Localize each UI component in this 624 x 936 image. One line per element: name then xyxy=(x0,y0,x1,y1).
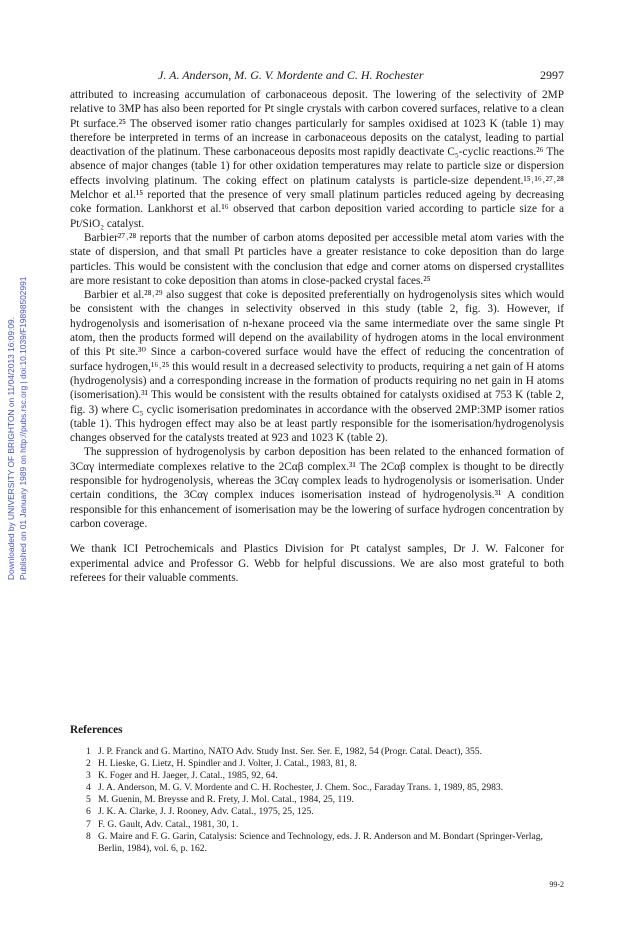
reference-item xyxy=(86,831,564,855)
reference-number: 2 xyxy=(86,758,91,770)
reference-number: 5 xyxy=(86,794,91,806)
reference-text: G. Maire and F. G. Garin, Catalysis: Science and Technology, eds. J. R. Anderson and M. Bondart (Springer-Verlag, Berlin, 1984), vol. 6, p. 162. xyxy=(98,830,543,854)
reference-text: K. Foger and H. Jaeger, J. Catal., 1985, 92, 64. xyxy=(98,770,278,782)
reference-item xyxy=(86,782,564,794)
reference-list xyxy=(86,746,564,855)
reference-number: 6 xyxy=(86,806,91,818)
references-heading: References xyxy=(70,724,123,736)
reference-item xyxy=(86,758,564,770)
reference-item xyxy=(86,794,564,806)
reference-text: J. P. Franck and G. Martino, NATO Adv. Study Inst. Ser. Ser. E, 1982, 54 (Progr. Catal. Deact), 355. xyxy=(98,746,482,757)
reference-item xyxy=(86,819,564,831)
reference-text: J. K. A. Clarke, J. J. Rooney, Adv. Catal., 1975, 25, 125. xyxy=(98,806,314,818)
signature-code: 99-2 xyxy=(549,880,564,889)
reference-text: M. Guenin, M. Breysse and R. Frety, J. Mol. Catal., 1984, 25, 119. xyxy=(98,794,354,806)
paragraph-1: attributed to increasing accumulation of carbonaceous deposit. The lowering of the selectivity of 2MP relative to 3MP has also been reported for Pt single crystals with carbon covered surfaces, relative to a clean Pt surface.²⁵ The observed isomer ratio changes particularly for samples oxidised at 1023 K (table 1) may therefore be interpreted in terms of an increase in carbonaceous deposits on the catalyst, leading to partial deactivation of the platinum. These carbonaceous deposits most rapidly deactivate C₅-cyclic reactions.²⁶ The absence of major changes (table 1) for other oxidation temperatures may relate to particle size or dispersion effects involving platinum. The coking effect on platinum catalysts is particle-size dependent.¹⁵˒¹⁶˒²⁷˒²⁸ Melchor et al.¹⁵ reported that the presence of very small platinum particles reduced ageing by decreasing coke formation. Lankhorst et al.¹⁶ observed that carbon deposition varied according to particle size for a Pt/SiO₂ catalyst. xyxy=(70,89,564,230)
reference-item xyxy=(86,770,564,782)
download-watermark xyxy=(2,120,30,600)
reference-item xyxy=(86,746,564,758)
running-header xyxy=(70,68,568,84)
reference-number: 8 xyxy=(86,830,91,842)
reference-text: J. A. Anderson, M. G. V. Mordente and C. H. Rochester, J. Chem. Soc., Faraday Trans. 1, 1989, 85, 2983. xyxy=(98,782,504,794)
reference-text: H. Lieske, G. Lietz, H. Spindler and J. Volter, J. Catal., 1983, 81, 8. xyxy=(98,758,357,770)
reference-number: 4 xyxy=(86,782,91,794)
download-notice: Downloaded by UNIVERSITY OF BRIGHTON on 11/04/2013 16:09:09. xyxy=(6,316,16,580)
reference-number: 1 xyxy=(86,746,91,757)
acknowledgement: We thank ICI Petrochemicals and Plastics Division for Pt catalyst samples, Dr J. W. Falconer for experimental advice and Professor G. Webb for helpful discussions. We are also most grateful to both referees for their valuable comments. xyxy=(70,543,564,584)
reference-number: 3 xyxy=(86,770,91,782)
paragraph-2: Barbier²⁷˒²⁸ reports that the number of carbon atoms deposited per accessible metal atom varies with the state of dispersion, and that small Pt particles have a greater resistance to coke deposition than do large particles. This would be consistent with the conclusion that edge and corner atoms on dispersed crystallites are more resistant to coke deposition than atoms in close-packed crystal faces.²⁵ xyxy=(70,231,564,287)
paragraph-4: The suppression of hydrogenolysis by carbon deposition has been related to the enhanced formation of 3Cαγ intermediate complexes relative to the 2Cαβ complex.³¹ The 2Cαβ complex is thought to be directly responsible for hydrogenolysis, whereas the 3Cαγ complex leads to hydrogenolysis or isomerisation. Under certain conditions, the 3Cαγ complex induces isomerisation instead of hydrogenolysis.³¹ A condition responsible for this enhancement of isomerisation may be the lowering of surface hydrogen concentration by carbon coverage. xyxy=(70,446,564,530)
article-body xyxy=(70,88,564,585)
page-number: 2997 xyxy=(540,68,564,82)
paragraph-3: Barbier et al.²⁸˒²⁹ also suggest that coke is deposited preferentially on hydrogenolysis sites which would be consistent with the changes in selectivity observed in this study (table 2, fig. 3). However, if hydrogenolysis and isomerisation of n-hexane proceed via the same intermediate over the same single Pt atom, then the products formed will depend on the availability of hydrogen atoms in the local environment of this Pt site.³⁰ Since a carbon-covered surface would have the effect of reducing the concentration of surface hydrogen,¹⁶˒²⁵ this would result in a decreased selectivity to products, requiring a net gain of H atoms (hydrogenolysis) and a corresponding increase in the formation of products requiring no net gain in H atoms (isomerisation).³¹ This would be consistent with the results obtained for catalysts oxidised at 753 K (table 2, fig. 3) where C₅ cyclic isomerisation predominates in accordance with the observed 2MP:3MP isomer ratios (table 1). This hydrogen effect may also be at least partly responsible for the isomerisation/hydrogenolysis changes observed for the catalysts treated at 923 and 1023 K (table 2). xyxy=(70,289,564,445)
publication-notice: Published on 01 January 1989 on http://pubs.rsc.org | doi:10.1039/F19898502991 xyxy=(18,276,28,580)
header-authors: J. A. Anderson, M. G. V. Mordente and C. H. Rochester xyxy=(158,68,424,82)
reference-number: 7 xyxy=(86,818,91,830)
reference-item xyxy=(86,806,564,818)
reference-text: F. G. Gault, Adv. Catal., 1981, 30, 1. xyxy=(98,818,239,830)
